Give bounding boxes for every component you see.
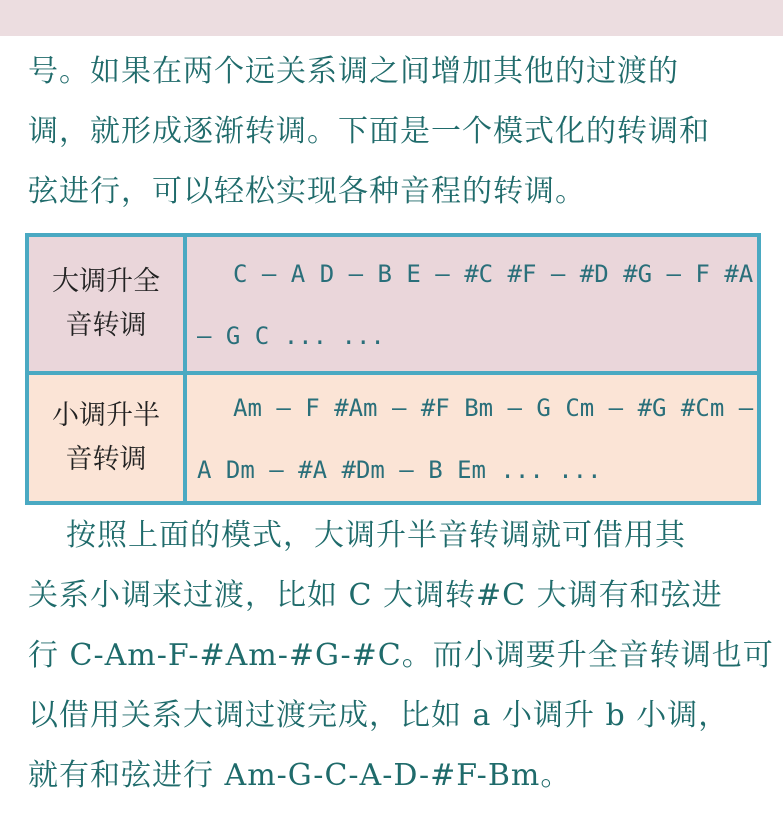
- chord-line: Am – F #Am – #F Bm – G Cm – #G #Cm –: [233, 394, 754, 422]
- text-line: 以借用关系大调过渡完成，比如 a 小调升 b 小调，: [28, 698, 730, 733]
- text-line: 号。如果在两个远关系调之间增加其他的过渡的: [28, 54, 679, 89]
- text-line: 调，就形成逐渐转调。下面是一个模式化的转调和: [28, 114, 710, 149]
- text-line: 关系小调来过渡，比如 C 大调转#C 大调有和弦进: [28, 578, 723, 613]
- chord-line: C – A D – B E – #C #F – #D #G – F #A: [233, 260, 754, 288]
- row-label-major: 大调升全 音转调: [52, 266, 160, 341]
- table-row-minor: [29, 375, 757, 501]
- chord-line: A Dm – #A #Dm – B Em ... ...: [197, 456, 602, 484]
- text-line: 行 C-Am-F-#Am-#G-#C。而小调要升全音转调也可: [28, 638, 774, 673]
- modulation-table: [25, 233, 761, 505]
- chord-progression-minor: [197, 377, 754, 501]
- column-divider: [183, 237, 187, 501]
- intro-paragraph: [28, 42, 768, 222]
- text-line: 就有和弦进行 Am-G-C-A-D-#F-Bm。: [28, 758, 572, 793]
- table-row-major: [29, 237, 757, 371]
- body-paragraph: [28, 506, 774, 806]
- text-line: 弦进行，可以轻松实现各种音程的转调。: [28, 174, 586, 209]
- chord-progression-major: [197, 243, 754, 367]
- row-label-minor: 小调升半 音转调: [52, 400, 160, 475]
- text-line: 按照上面的模式，大调升半音转调就可借用其: [66, 518, 686, 553]
- top-band: [0, 0, 783, 36]
- chord-line: – G C ... ...: [197, 322, 385, 350]
